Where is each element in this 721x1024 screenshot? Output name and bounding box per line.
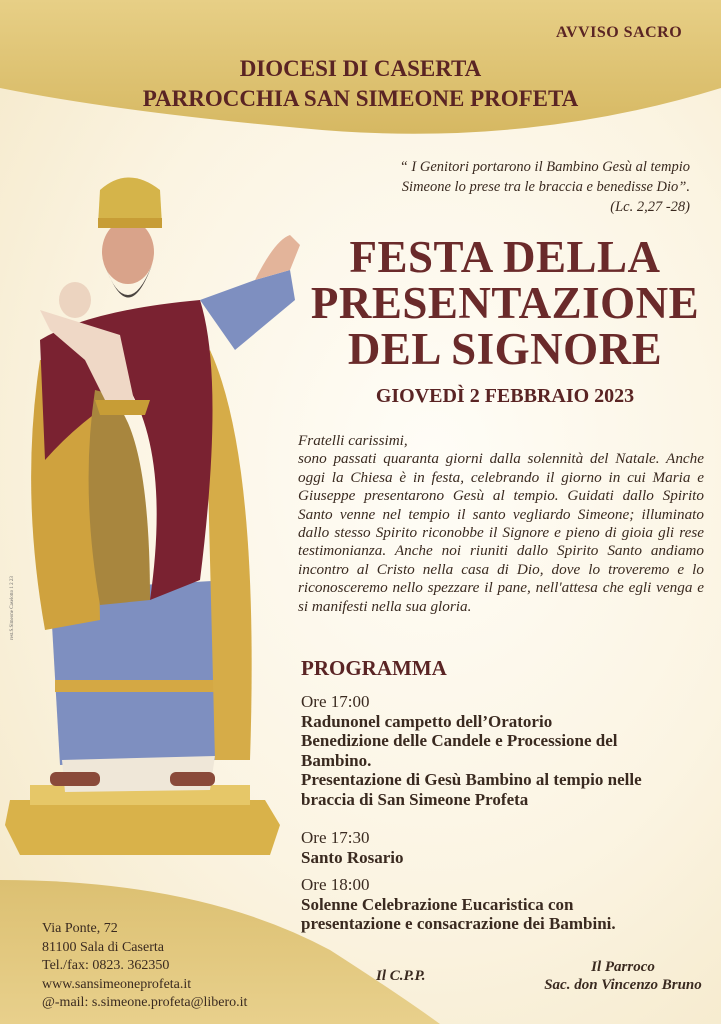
parroco-signature [538,958,708,994]
event-date: GIOVEDÌ 2 FEBBRAIO 2023 [375,385,635,407]
program-item-2 [301,828,711,867]
intro-greeting: Fratelli carissimi, [298,432,408,449]
intro-message [298,432,704,616]
bible-quote-line1: “ I Genitori portarono il Bambino Gesù al tempio [399,159,690,175]
program-line: Benedizione delle Candele e Processione del [301,731,618,750]
avviso-sacro-label: AVVISO SACRO [556,24,683,41]
diocese-title: DIOCESI DI CASERTA [239,56,482,81]
program-time: Ore 18:00 [301,875,370,894]
event-title-line1: FESTA DELLA [349,232,661,282]
bible-quote-reference: (Lc. 2,27 -28) [610,199,690,215]
program-line: presentazione e consacrazione dei Bambini. [301,914,616,933]
program-line: Radunonel campetto dell’Oratorio [301,711,553,731]
program-line: Presentazione di Gesù Bambino al tempio nelle [301,770,642,789]
bible-quote-line2: Simeone lo prese tra le braccia e benedisse Dio”. [401,179,690,195]
email-link[interactable]: @-mail: s.simeone.profeta@libero.it [42,995,248,1010]
program-item-3 [301,875,711,934]
photo-credit: rest.S.Simeone Caselotto 1 2 23 [10,576,15,640]
intro-body: sono passati quaranta giorni dalla solennità del Natale. Anche oggi la Chiesa è in festa, celebrando il giorno in cui Maria e Giuseppe presentarono Gesù al tempio. Guidati dallo Spirito Santo venne nel tempio il santo vegliardo Simeone; illuminato dallo stesso Spirito riconobbe il Signore e pieno di gioia gli rese testimonianza. Anche noi riuniti dallo Spirito Santo andiamo incontro al Cristo nella casa di Dio, dove lo troveremo e lo riconosceremo nello spezzare il pane, nell'attesa che egli venga e si manifesti nella sua gloria. [298,450,704,615]
saint-simeon-statue-image [0,160,320,860]
parroco-name: Sac. don Vincenzo Bruno [544,977,702,993]
contact-block [42,920,247,1013]
program-item-1 [301,692,711,809]
program-line: Santo Rosario [301,847,404,867]
cpp-signature: Il C.P.P. [376,968,426,984]
event-title-line2: PRESENTAZIONE [310,278,700,328]
program-heading: PROGRAMMA [301,656,447,680]
event-title-line3: DEL SIGNORE [347,324,663,374]
program-time: Ore 17:00 [301,692,370,711]
website-link[interactable]: www.sansimeoneprofeta.it [42,976,192,992]
program-line: braccia di San Simeone Profeta [301,789,529,809]
address-city: 81100 Sala di Caserta [42,939,164,955]
program-line: Solenne Celebrazione Eucaristica con [301,894,574,914]
program-line: Bambino. [301,750,372,770]
address-street: Via Ponte, 72 [42,921,118,936]
parish-title: PARROCCHIA SAN SIMEONE PROFETA [142,86,579,111]
parroco-title: Il Parroco [591,959,655,975]
program-time: Ore 17:30 [301,828,370,847]
phone-number: Tel./fax: 0823. 362350 [42,958,170,973]
